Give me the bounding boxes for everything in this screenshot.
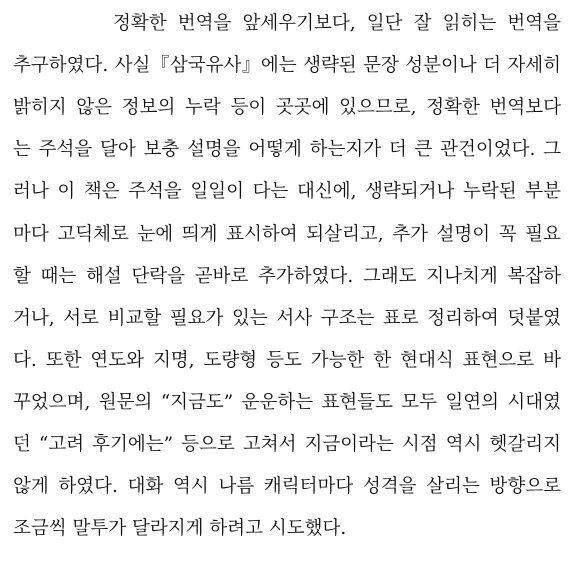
paragraph-line: 않게 하였다. 대화 역시 나름 캐릭터마다 성격을 살리는 방향으로: [13, 476, 561, 497]
paragraph-line: 다. 또한 연도와 지명, 도량형 등도 가능한 한 현대식 표현으로 바: [13, 350, 561, 371]
paragraph-line: 추구하였다. 사실『삼국유사』에는 생략된 문장 성분이나 더 자세히: [13, 55, 561, 76]
paragraph-line: 마다 고딕체로 눈에 띄게 표시하여 되살리고, 추가 설명이 꼭 필요: [13, 224, 561, 245]
paragraph-line: 조금씩 말투가 달라지게 하려고 시도했다.: [13, 518, 347, 539]
paragraph-line: 밝히지 않은 정보의 누락 등이 곳곳에 있으므로, 정확한 번역보다: [13, 97, 561, 118]
paragraph-line: 는 주석을 달아 보충 설명을 어떻게 하는지가 더 큰 관건이었다. 그: [13, 139, 561, 160]
paragraph-line: 정확한 번역을 앞세우기보다, 일단 잘 읽히는 번역을: [113, 13, 561, 34]
paragraph-line: 던 “고려 후기에는” 등으로 고쳐서 지금이라는 시점 역시 헷갈리지: [13, 434, 561, 455]
paragraph-line: 할 때는 해설 단락을 곧바로 추가하였다. 그래도 지나치게 복잡하: [13, 266, 561, 287]
paragraph-line: 꾸었으며, 원문의 “지금도” 운운하는 표현들도 모두 일연의 시대였: [13, 392, 561, 413]
paragraph-line: 거나, 서로 비교할 필요가 있는 서사 구조는 표로 정리하여 덧붙였: [13, 308, 561, 329]
paragraph-line: 러나 이 책은 주석을 일일이 다는 대신에, 생략되거나 누락된 부분: [13, 181, 561, 202]
